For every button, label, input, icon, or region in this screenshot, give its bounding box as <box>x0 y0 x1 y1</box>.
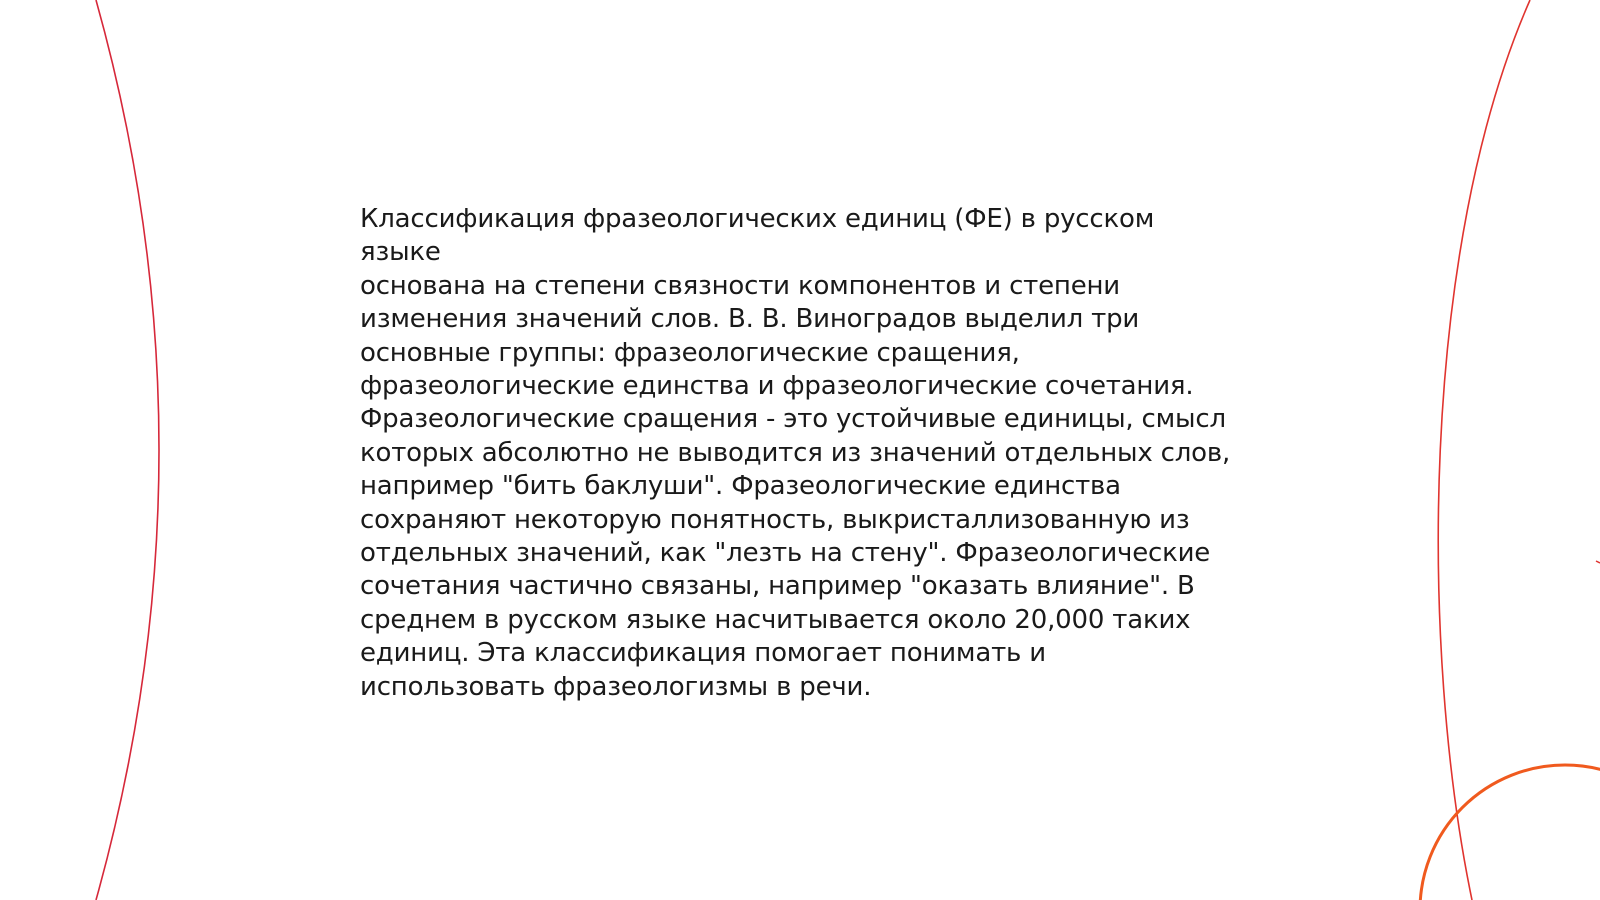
small-tick <box>1596 561 1600 563</box>
corner-circle <box>1420 765 1600 900</box>
right-arc <box>1438 0 1530 900</box>
body-text: Классификация фразеологических единиц (ФЕ) в русском языке основана на степени связности компонентов и степени изменения значений слов. В. В. Виноградов выделил три основные группы: фразеологические сращения, фразеологические единства и фразеологические сочетания. Фразеологические сращения - это устойчивые единицы, смысл которых абсолютно не выводится из значений отдельных слов, например "бить баклуши". Фразеологические единства сохраняют некоторую понятность, выкристаллизованную из отдельных значений, как "лезть на стену". Фразеологические сочетания частично связаны, например "оказать влияние". В среднем в русском языке насчитывается около 20,000 таких единиц. Эта классификация помогает понимать и использовать фразеологизмы в речи. <box>360 204 1231 702</box>
left-arc <box>96 0 159 900</box>
